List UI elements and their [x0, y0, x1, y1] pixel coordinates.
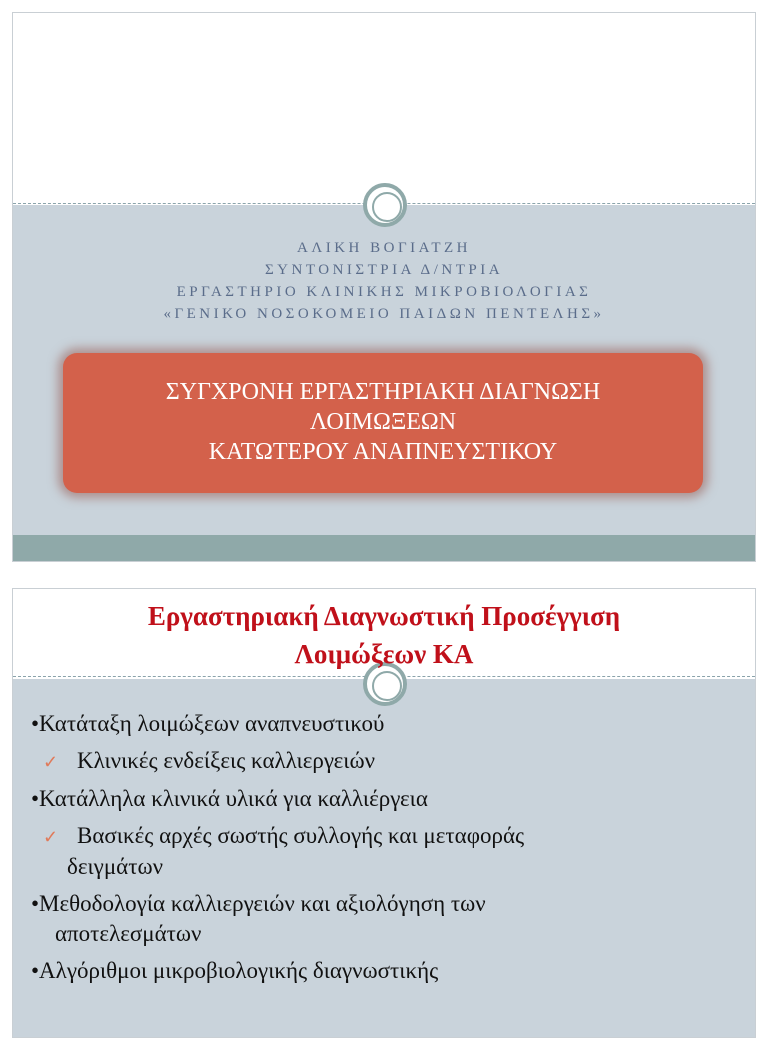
title-line-1: ΣΥΓΧΡΟΝΗ ΕΡΓΑΣΤΗΡΙΑΚΗ ΔΙΑΓΝΩΣΗ — [165, 379, 601, 405]
author-hospital: «ΓΕΝΙΚΟ ΝΟΣΟΚΟΜΕΙΟ ΠΑΙΔΩΝ ΠΕΝΤΕΛΗΣ» — [163, 306, 605, 322]
slide-2-title — [13, 597, 755, 673]
checkmark-icon: ✓ — [43, 752, 59, 772]
slide-2-title-line-1: Εργαστηριακή Διαγνωστική Προσέγγιση — [147, 601, 621, 631]
circle-ornament-icon — [363, 183, 407, 227]
list-item — [31, 889, 751, 949]
slide-1-top-area — [13, 13, 755, 205]
list-item-text: Κλινικές ενδείξεις καλλιεργειών — [77, 748, 376, 773]
title-line-2: ΛΟΙΜΩΞΕΩΝ — [309, 409, 457, 435]
slide-1 — [12, 12, 756, 562]
list-item — [31, 821, 751, 882]
author-block — [13, 237, 755, 325]
list-item-continuation: αποτελεσμάτων — [55, 921, 202, 946]
list-item — [31, 784, 751, 814]
title-line-3: ΚΑΤΩΤΕΡΟΥ ΑΝΑΠΝΕΥΣΤΙΚΟΥ — [208, 439, 558, 465]
list-item-text: •Κατάταξη λοιμώξεων αναπνευστικού — [31, 711, 385, 736]
list-item-text: Βασικές αρχές σωστής συλλογής και μεταφοράς — [77, 823, 525, 848]
list-item-continuation: δειγμάτων — [67, 854, 164, 879]
slide-2-title-line-2: Λοιμώξεων ΚΑ — [294, 639, 474, 669]
slide-1-footer-bar — [13, 535, 755, 562]
list-item — [31, 709, 751, 739]
presentation-title-box — [63, 353, 703, 493]
slide-2 — [12, 588, 756, 1038]
list-item — [31, 956, 751, 986]
list-item-text: •Αλγόριθμοι μικροβιολογικής διαγνωστικής — [31, 958, 439, 983]
list-item-text: •Κατάλληλα κλινικά υλικά για καλλιέργεια — [31, 786, 428, 811]
author-lab: ΕΡΓΑΣΤΗΡΙΟ ΚΛΙΝΙΚΗΣ ΜΙΚΡΟΒΙΟΛΟΓΙΑΣ — [176, 284, 592, 300]
list-item-text: •Μεθοδολογία καλλιεργειών και αξιολόγηση των — [31, 891, 486, 916]
author-name: ΑΛΙΚΗ ΒΟΓΙΑΤΖΗ — [297, 240, 471, 256]
author-position: ΣΥΝΤΟΝΙΣΤΡΙΑ Δ/ΝΤΡΙΑ — [264, 262, 504, 278]
bullet-list — [31, 709, 751, 993]
checkmark-icon: ✓ — [43, 827, 59, 847]
list-item — [31, 746, 751, 777]
